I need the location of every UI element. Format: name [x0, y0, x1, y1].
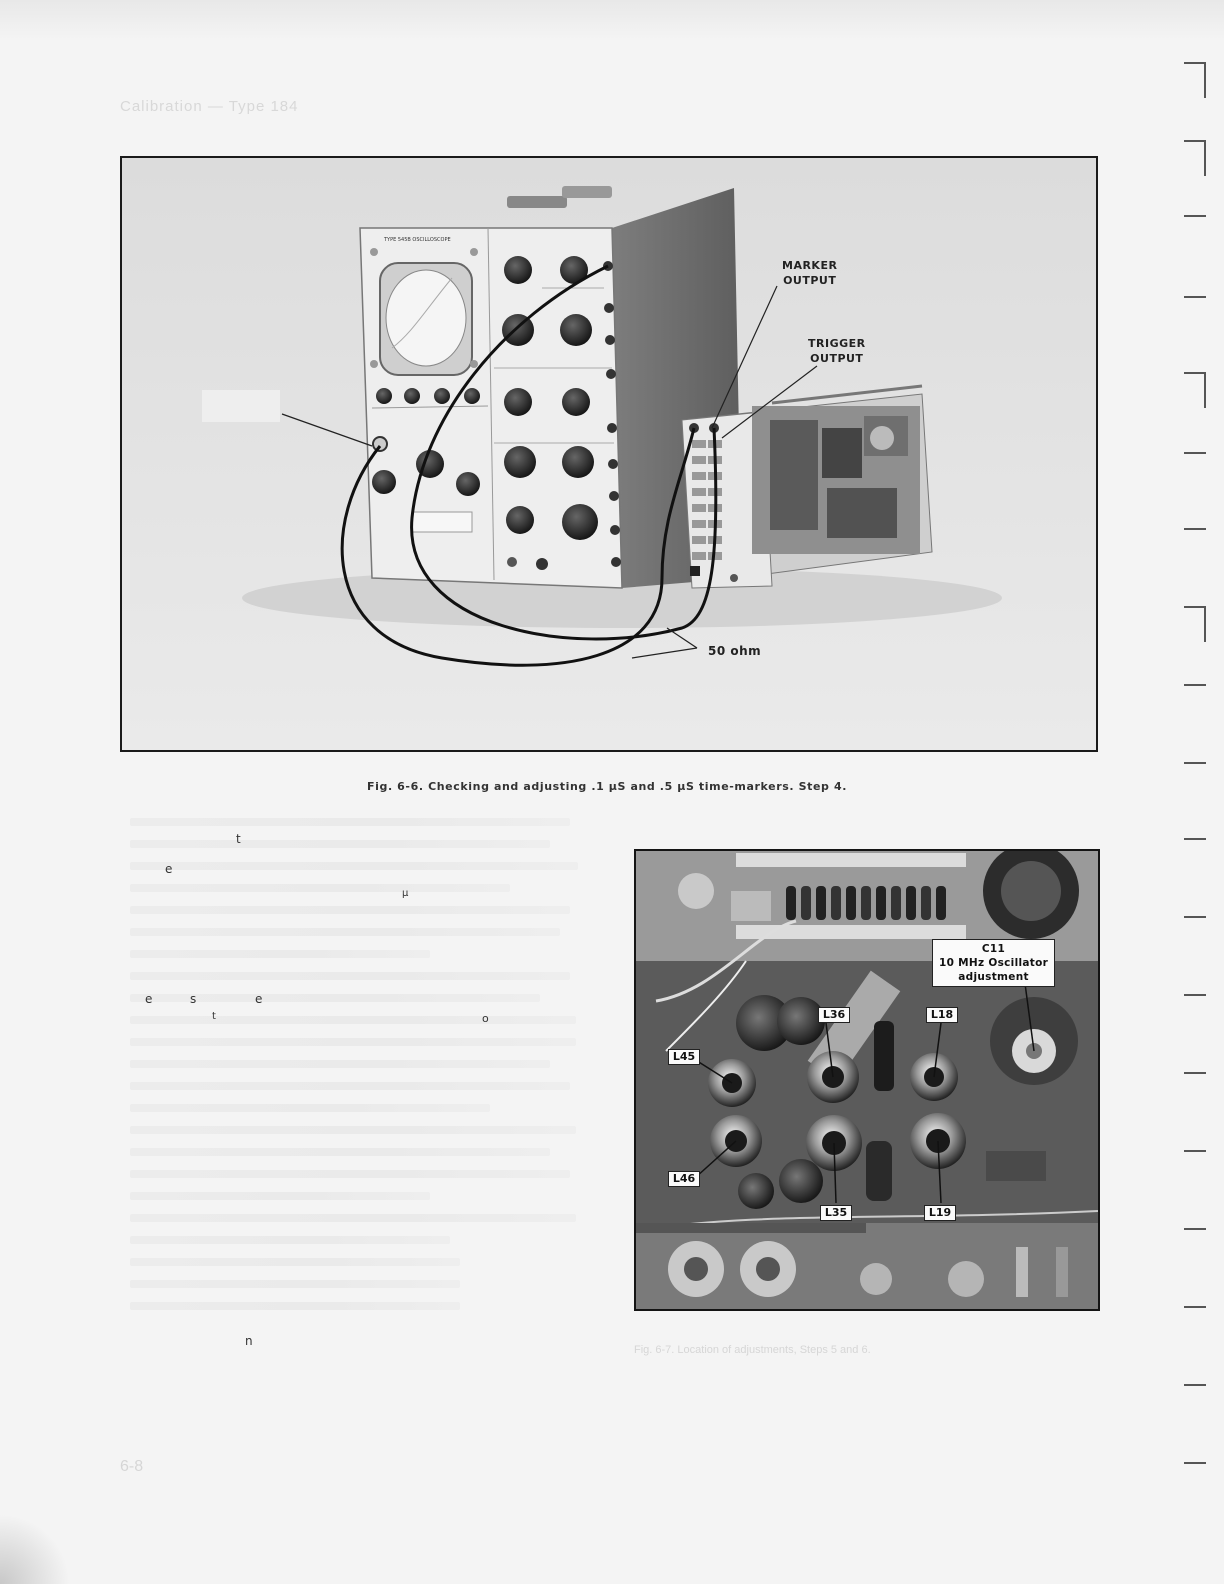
edge-tick [1184, 296, 1206, 298]
ghost-text-line [130, 1126, 576, 1134]
edge-tick [1184, 994, 1206, 996]
ghost-text-line [130, 972, 570, 980]
edge-tick [1184, 372, 1206, 374]
ghost-text-line [130, 950, 430, 958]
faded-body-text [130, 818, 590, 1324]
c11-label-line1: C11 [981, 943, 1006, 955]
coil-label-l19: L19 [924, 1205, 956, 1221]
ghost-text-line [130, 1258, 460, 1266]
edge-tick [1184, 762, 1206, 764]
ghost-text-line [130, 840, 550, 848]
cable-callout: 50 ohm [708, 644, 762, 658]
coil-label-l35: L35 [820, 1205, 852, 1221]
faint-character: t [212, 1011, 216, 1022]
faint-character: µ [402, 888, 409, 899]
ghost-text-line [130, 1016, 576, 1024]
scope-title-text: TYPE 545B OSCILLOSCOPE [384, 237, 451, 243]
coil-label-l18: L18 [926, 1007, 958, 1023]
ghost-text-line [130, 1148, 550, 1156]
ghost-text-line [130, 1060, 550, 1068]
edge-tick [1184, 1462, 1206, 1464]
trigger-output-callout [808, 336, 866, 366]
ghost-text-line [130, 1236, 450, 1244]
edge-tick [1184, 452, 1206, 454]
ghost-text-line [130, 1192, 430, 1200]
trigger-output-line1: TRIGGER [808, 337, 866, 350]
coil-label-l45: L45 [668, 1049, 700, 1065]
ghost-text-line [130, 862, 578, 870]
coil-label-l46: L46 [668, 1171, 700, 1187]
ghost-text-line [130, 1104, 490, 1112]
edge-tick [1184, 606, 1206, 608]
circuit-board-illustration [636, 851, 1098, 1309]
ghost-text-line [130, 818, 570, 826]
faint-character: t [236, 832, 241, 846]
faint-character: o [482, 1012, 489, 1025]
ghost-text-line [130, 1170, 570, 1178]
ghost-text-line [130, 906, 570, 914]
marker-output-line1: MARKER [782, 259, 838, 272]
faint-character: n [245, 1334, 253, 1348]
faint-character: s [190, 992, 197, 1006]
faint-character: e [165, 862, 173, 876]
oscilloscope-setup-illustration [122, 158, 1096, 750]
edge-tick [1184, 1072, 1206, 1074]
ghost-text-line [130, 928, 560, 936]
edge-tick [1184, 140, 1206, 142]
running-header: Calibration — Type 184 [120, 98, 299, 115]
edge-tick [1184, 1150, 1206, 1152]
c11-label-line3: adjustment [958, 971, 1029, 983]
edge-tick [1184, 1384, 1206, 1386]
figure-6-6-photo [120, 156, 1098, 752]
faint-character: e [255, 992, 263, 1006]
edge-tick [1184, 215, 1206, 217]
figure-6-7-caption: Fig. 6-7. Location of adjustments, Steps 5 and 6. [634, 1344, 871, 1356]
c11-oscillator-label [932, 939, 1055, 987]
page-top-shadow [0, 0, 1224, 40]
figure-6-6-caption: Fig. 6-6. Checking and adjusting .1 µS and .5 µS time-markers. Step 4. [367, 780, 847, 793]
ghost-text-line [130, 884, 510, 892]
coil-label-l36: L36 [818, 1007, 850, 1023]
edge-tick [1184, 62, 1206, 64]
ghost-text-line [130, 1082, 570, 1090]
page-number: 6-8 [120, 1458, 144, 1475]
figure-6-7-photo [634, 849, 1100, 1311]
trigger-output-line2: OUTPUT [810, 352, 864, 365]
ghost-text-line [130, 1280, 460, 1288]
edge-tick [1184, 916, 1206, 918]
edge-tick [1184, 838, 1206, 840]
faint-character: e [145, 992, 153, 1006]
c11-label-line2: 10 MHz Oscillator [939, 957, 1049, 969]
ghost-text-line [130, 1214, 576, 1222]
edge-tick [1184, 684, 1206, 686]
ghost-text-line [130, 1038, 576, 1046]
edge-tick [1184, 528, 1206, 530]
edge-tick [1184, 1228, 1206, 1230]
marker-output-line2: OUTPUT [783, 274, 837, 287]
ghost-text-line [130, 1302, 460, 1310]
marker-output-callout [782, 258, 837, 288]
scan-corner-shadow [0, 1514, 70, 1584]
edge-tick [1184, 1306, 1206, 1308]
